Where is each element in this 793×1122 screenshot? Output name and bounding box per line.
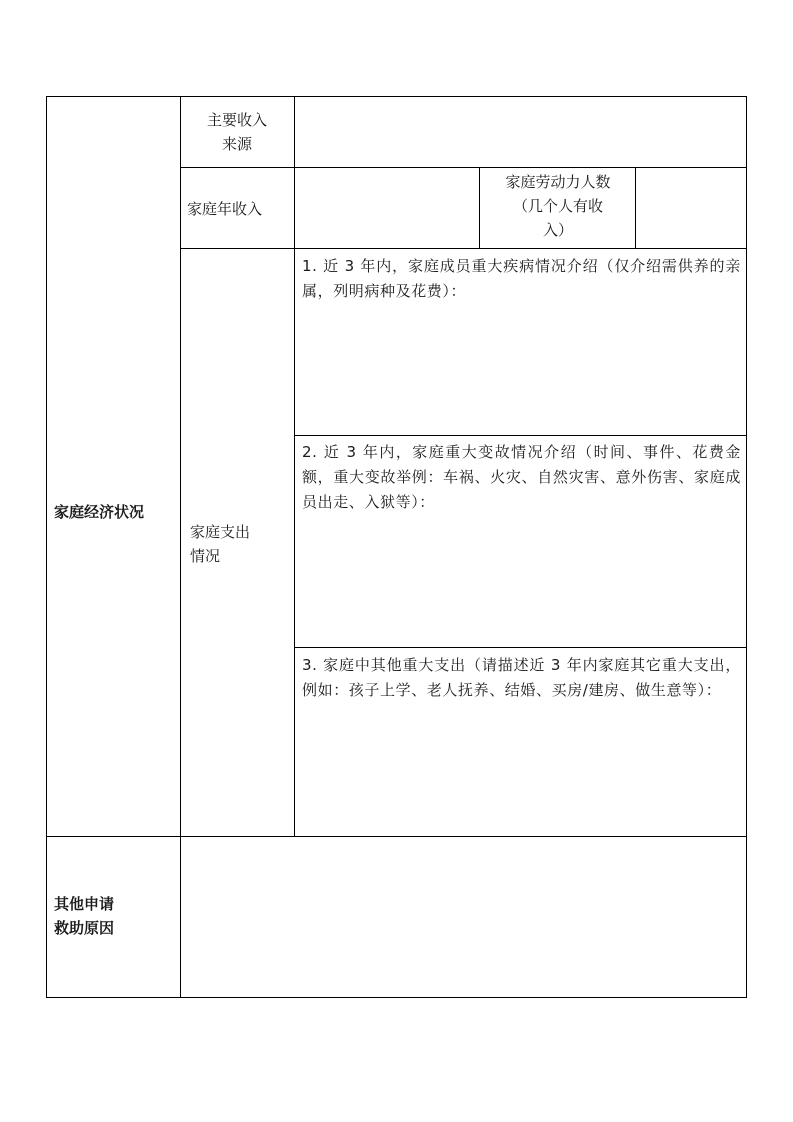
row-divider-annual-income [180, 248, 747, 249]
column-divider-section [180, 96, 181, 998]
row-divider-expense-2 [294, 647, 747, 648]
column-divider-labor-label-right [635, 167, 636, 249]
expense-item-major-illness-prompt: 1. 近 3 年内，家庭成员重大疾病情况介绍（仅介绍需供养的亲属，列明病种及花费）： [302, 257, 741, 300]
section-label-family-economy: 家庭经济状况 [54, 503, 145, 521]
expense-item-major-accident-prompt: 2. 近 3 年内，家庭重大变故情况介绍（时间、事件、花费金额，重大变故举例：车祸、火灾、自然灾害、意外伤害、家庭成员出走、入狱等）： [302, 443, 741, 511]
income-source-label: 主要收入 来源 [206, 111, 267, 153]
expense-item-major-accident-field[interactable] [298, 524, 742, 640]
column-divider-labor-label-left [479, 167, 480, 249]
row-divider-income-source [180, 167, 747, 168]
expense-item-major-illness-field[interactable] [298, 308, 742, 428]
table-border-top [46, 96, 747, 97]
table-border-right [746, 96, 747, 998]
table-border-bottom [46, 997, 747, 998]
annual-income-field[interactable] [298, 172, 476, 244]
section-label-other-reasons: 其他申请 救助原因 [54, 895, 115, 937]
column-divider-label [294, 96, 295, 837]
annual-income-label: 家庭年收入 [187, 200, 263, 218]
row-divider-expense-1 [294, 435, 747, 436]
expense-label: 家庭支出 情况 [190, 523, 251, 565]
table-border-left [46, 96, 47, 998]
assistance-application-form-table [46, 96, 747, 998]
labor-count-label: 家庭劳动力人数 （几个人有收 入） [505, 173, 611, 239]
section-divider [46, 836, 747, 837]
other-reasons-field[interactable] [185, 842, 742, 992]
expense-item-other-expenses-field[interactable] [298, 736, 742, 832]
income-source-field[interactable] [298, 100, 742, 164]
labor-count-field[interactable] [639, 172, 743, 244]
expense-item-other-expenses-prompt: 3. 家庭中其他重大支出（请描述近 3 年内家庭其它重大支出，例如：孩子上学、老人抚养、结婚、买房/建房、做生意等）： [302, 656, 741, 699]
